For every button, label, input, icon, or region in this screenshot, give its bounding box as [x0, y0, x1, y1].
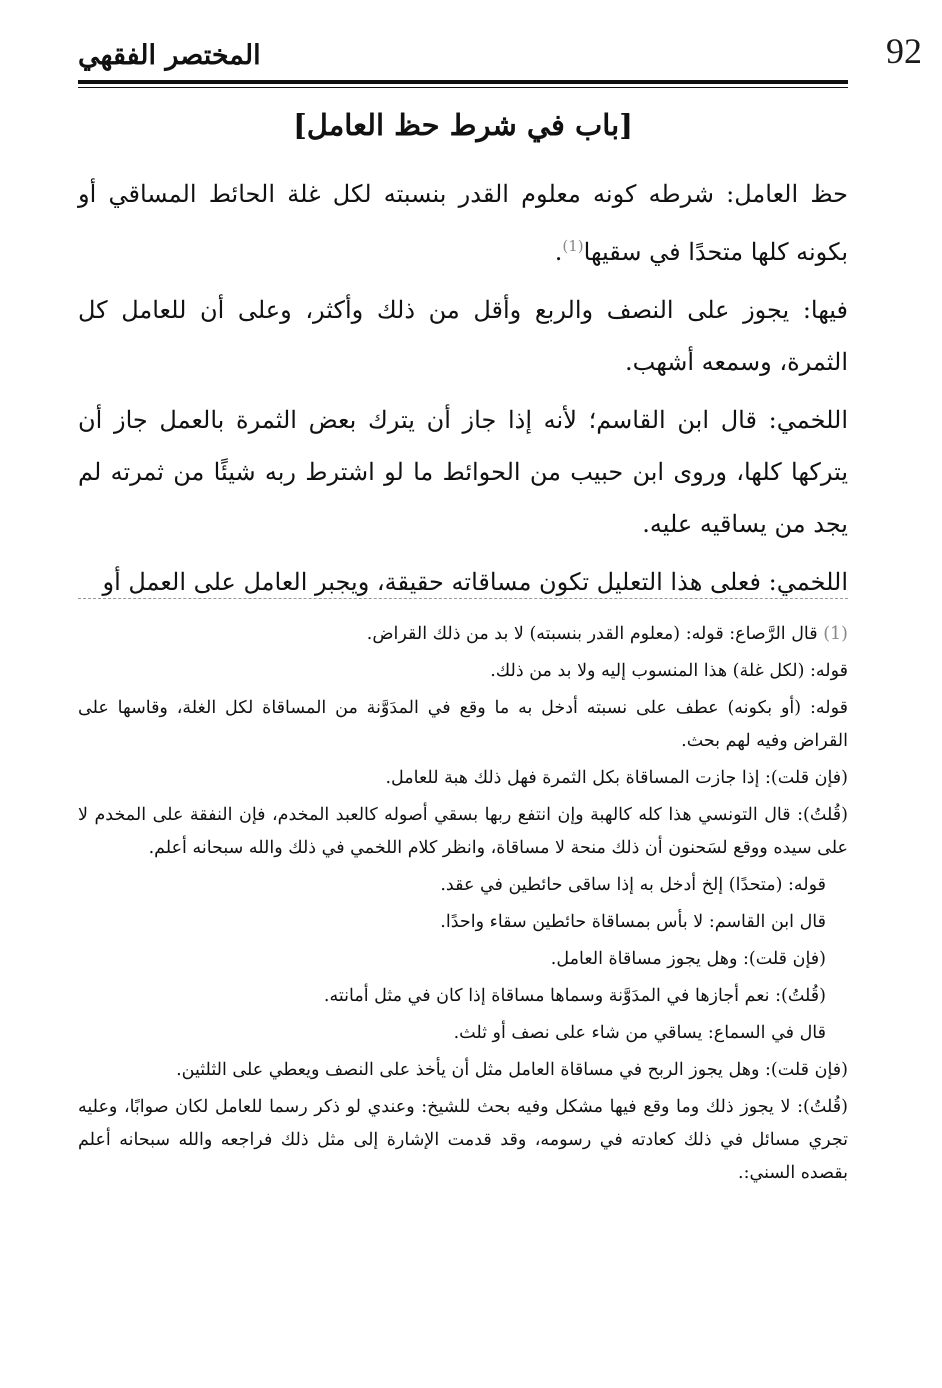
footnote-marker: (1) [823, 624, 848, 644]
paragraph-text: حظ العامل: شرطه كونه معلوم القدر بنسبته لكل غلة الحائط المساقي أو بكونه كلها متحدًا في سقيها [78, 180, 848, 266]
header-rule-thick [78, 80, 848, 84]
footnote-line: (قُلتُ): نعم أجازها في المدَوَّنة وسماها مساقاة إذا كان في مثل أمانته. [323, 986, 826, 1006]
footnote-line: قوله: (أو بكونه) عطف على نسبته أدخل به ما وقع في المدَوَّنة من المساقاة لكل الغلة، وقاسها على القراض وفيه لهم بحث. [78, 698, 848, 751]
section-title: [باب في شرط حظ العامل] [293, 108, 633, 142]
footnotes [78, 618, 848, 1194]
footnote-line: قوله: (لكل غلة) هذا المنسوب إليه ولا بد من ذلك. [490, 661, 848, 681]
footnote-line: (قُلتُ): لا يجوز ذلك وما وقع فيها مشكل وفيه بحث للشيخ: وعندي لو ذكر رسما للعامل لكان صوابًا، وعليه تجري مسائل في ذلك كعادته في رسومه، وقد قدمت الإشارة إلى مثل ذلك فراجعه والله سبحانه أعلم بقصده السني:. [78, 1097, 848, 1183]
footnote-reference[interactable]: (1) [562, 237, 584, 255]
paragraph: اللخمي: قال ابن القاسم؛ لأنه إذا جاز أن يترك بعض الثمرة بالعمل جاز أن يتركها كلها، وروى ابن حبيب من الحوائط ما لو اشترط ربه شيئًا من ثمرته لم يجد من يساقيه عليه. [78, 406, 848, 538]
footnote-line: (فإن قلت): وهل يجوز الربح في مساقاة العامل مثل أن يأخذ على النصف ويعطي على الثلثين. [176, 1060, 848, 1080]
paragraph [78, 168, 848, 278]
page-number: 92 [886, 31, 922, 71]
main-text [78, 168, 848, 614]
footnote-line: (فإن قلت): وهل يجوز مساقاة العامل. [550, 949, 826, 969]
paragraph: اللخمي: فعلى هذا التعليل تكون مساقاته حقيقة، ويجبر العامل على العمل أو [102, 568, 848, 596]
footnote-line: (قُلتُ): قال التونسي هذا كله كالهبة وإن انتفع ربها بسقي أصوله كالعبد المخدم، فإن النفقة على المخدم لا على سيده ووقع لسَحنون أن ذلك منحة لا مساقاة، وانظر كلام اللخمي في ذلك والله سبحانه أعلم. [78, 805, 848, 858]
header-rule-thin [78, 87, 848, 88]
page-header [78, 30, 922, 90]
footnote-line: قال ابن القاسم: لا بأس بمساقاة حائطين سقاء واحدًا. [440, 912, 826, 932]
footnote-line [78, 618, 848, 651]
paragraph: فيها: يجوز على النصف والربع وأقل من ذلك وأكثر، وعلى أن للعامل كل الثمرة، وسمعه أشهب. [78, 296, 848, 376]
footnote-separator [78, 598, 848, 599]
running-title: المختصر الفقهي [78, 40, 261, 71]
footnote-text: قال الرَّصاع: قوله: (معلوم القدر بنسبته) لا بد من ذلك القراض. [366, 624, 818, 644]
footnote-line: (فإن قلت): إذا جازت المساقاة بكل الثمرة فهل ذلك هبة للعامل. [385, 768, 848, 788]
footnote-line: قوله: (متحدًا) إلخ أدخل به إذا ساقى حائطين في عقد. [440, 875, 826, 895]
paragraph-end: . [554, 238, 563, 266]
footnote-line: قال في السماع: يساقي من شاء على نصف أو ثلث. [453, 1023, 826, 1043]
